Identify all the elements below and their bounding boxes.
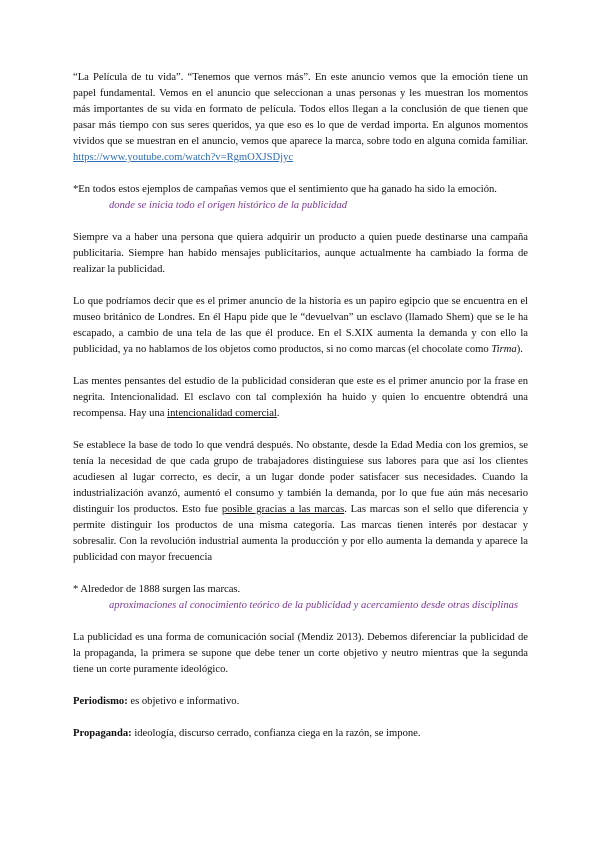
definition-journalism: [73, 694, 528, 710]
definition-text: es objetivo e informativo.: [127, 696, 240, 707]
definition-term: Periodismo:: [73, 696, 128, 707]
section-heading-origin: donde se inicia todo el origen histórico de la publicidad: [109, 200, 348, 211]
paragraph-text: Las mentes pensantes del estudio de la publicidad consideran que este es el primer anuncio por la frase en negrita. Intencionalidad. El esclavo con tal complexión ha huido y quien lo encuentre obtendrá una recompensa. Hay una: [73, 376, 528, 419]
paragraph-text: ).: [516, 344, 523, 355]
paragraph-intentionality: [73, 374, 528, 422]
paragraph-text: .: [276, 408, 280, 419]
paragraph-brands-history: [73, 438, 528, 566]
paragraph-always: Siempre va a haber una persona que quiera adquirir un producto a quien puede destinarse una campaña publicitaria. Siempre han habido mensajes publicitarios, aunque actualmente ha cambiado la forma de realizar la publicidad.: [73, 232, 528, 275]
paragraph-text: . Las marcas son el sello que diferencia y permite distinguir los productos de una misma categoría. Las marcas tienen interés por destacar y sobresalir. Con la revolución industrial aumenta la producción y por ello aumenta la demanda y aparece la publicidad con mayor frecuencia: [73, 504, 528, 563]
underlined-phrase: intencionalidad comercial: [167, 408, 277, 419]
paragraph-ad-description: [73, 70, 528, 166]
definition-text: ideología, discurso cerrado, confianza ciega en la razón, se impone.: [131, 728, 421, 739]
definition-term: Propaganda:: [73, 728, 132, 739]
paragraph-text: Lo que podríamos decir que es el primer anuncio de la historia es un papiro egipcio que se encuentra en el museo británico de Londres. En él Hapu pide que le “devuelvan” un esclavo (llamado Shem) que se le ha escapado, a cambio de una tela de las que él produce. En el S.XIX aumenta la demanda y con ello la publicidad, ya no hablamos de los objetos como productos, si no como marcas (el chocolate como: [73, 296, 528, 355]
paragraph-communication: La publicidad es una forma de comunicación social (Mendiz 2013). Debemos diferenciar la publicidad de la propaganda, la primera se supone que debe tener un corte objetivo y neutro mientras que la segunda tiene un corte puramente ideológico.: [73, 632, 528, 675]
section-heading-approaches: aproximaciones al conocimiento teórico de la publicidad y acercamiento desde otras disciplinas: [109, 600, 519, 611]
note-brands-year: * Alrededor de 1888 surgen las marcas.: [73, 584, 241, 595]
paragraph-text: “La Película de tu vida”. “Tenemos que vernos más”. En este anuncio vemos que la emoción tiene un papel fundamental. Vemos en el anuncio que seleccionan a unas personas y les muestran los momentos más importantes de su vida en formato de película. Todos ellos llegan a la conclusión de que tienen que pasar más tiempo con sus seres queridos, ya que eso es lo que de verdad importa. En algunos momentos vividos que se muestran en el anuncio, vemos que aparece la marca, sobre todo en alguna comida familiar.: [73, 72, 528, 147]
paragraph-text: Se establece la base de todo lo que vendrá después. No obstante, desde la Edad Media con los gremios, se tenía la necesidad de que cada grupo de trabajadores distinguiese sus labores para que así los clientes acudiesen al lugar correcto, es decir, a un lugar donde poder satisfacer sus necesidades. Cuando la industrialización avanzó, aumentó el consumo y también la demanda, por lo que fue aún más necesario distinguir los productos. Esto fue: [73, 440, 528, 515]
definition-propaganda: [73, 726, 528, 742]
brand-name: Tirma: [491, 344, 517, 355]
underlined-phrase: posible gracias a las marcas: [221, 504, 345, 515]
paragraph-first-ad: [73, 294, 528, 358]
youtube-link[interactable]: https://www.youtube.com/watch?v=RgmOXJSDjyc: [73, 152, 294, 163]
note-emotion: *En todos estos ejemplos de campañas vemos que el sentimiento que ha ganado ha sido la emoción.: [73, 184, 497, 195]
